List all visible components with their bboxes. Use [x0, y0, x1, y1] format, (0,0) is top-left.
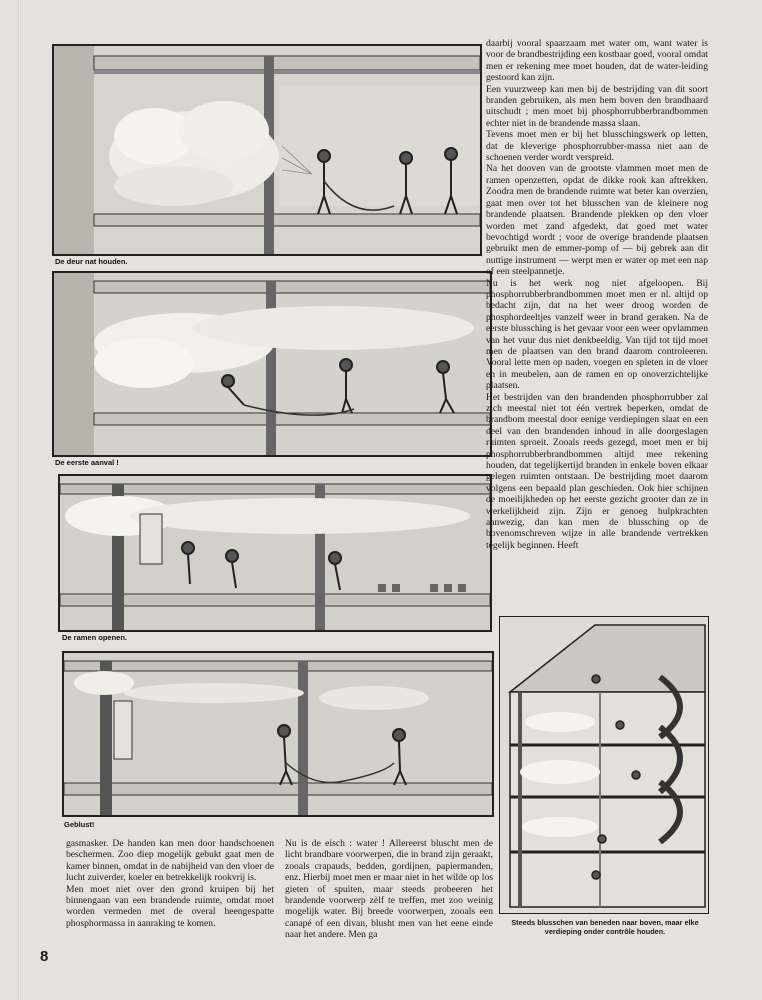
paragraph: Nu is de eisch : water ! Allereerst bluscht men de licht brandbare voorwerpen, die in brand zijn geraakt, zooals crapauds, bedden, gordijnen, papiermanden, enz. Hierbij moet men er maar niet in het wilde op los gieten of spuiten, maar steeds probeeren het brandende voorwerp zèlf te treffen, met zoo weinig mogelijk water. Bij breede voorwerpen, zooals een canapé of een divan, blusht men van het eene einde naar het andere. Men ga	[285, 838, 493, 941]
illustration-panel-first-attack	[52, 271, 492, 457]
bottom-middle-text-column	[285, 838, 493, 941]
paragraph: Tevens moet men er bij het blusschingswerk op letten, dat de kleverige phosphorrubber-massa niet aan de schoenen verder wordt verspreid.	[486, 129, 708, 164]
caption-panel-1: De deur nat houden.	[55, 257, 128, 266]
paragraph: Men moet niet over den grond kruipen bij het binnengaan van een brandende ruimte, omdat moet worden vermeden met de overal heengespatte phosphormassa in aanraking te komen.	[66, 883, 274, 929]
paragraph: Het bestrijden van den brandenden phosphorrubber zal zich meestal niet tot één vertrek beperken, omdat de brandbom meestal door eenige verdiepingen slaat en een deel van den brandenden inhoud in alle doorgeslagen ruimten sproeit. Zooals reeds gezegd, moet men er bij phosphorrubberbrandbommen altijd mee rekening houden, dat tegelijkertijd branden in enkele boven elkaar gelegen ruimten ontstaan. De bestrijding moet daarom volgens een bepaald plan geschieden. Ook hier schijnen de moeilijkheden op het eerste gezicht grooter dan ze in werkelijkheid zijn. Zijn er genoeg hulpkrachten aanwezig, dan kan men de blussching op de bovenomschreven wijze in alle brandende vertrekken tegelijk beginnen. Heeft	[486, 391, 708, 551]
page-number: 8	[40, 948, 49, 965]
paragraph: Na het dooven van de grootste vlammen moet men de ramen openzetten, opdat de dikke rook kan aftrekken. Zoodra men de brandende ruimte wat beter kan overzien, gaat men over tot het blusschen van de kleinere nog brandende plaatsen. Brandende plekken op den vloer worden met zand afgedekt, dat goed met water bevochtigd wordt ; voor de overige brandende plaatsen gebruikt men de emmer-pomp of — bij gebrek aan dit nuttige instrument — werpt men er water op met een nap of een steelpannetje.	[486, 163, 708, 278]
bottom-left-text-column	[66, 838, 274, 929]
illustration-building-section	[499, 616, 709, 914]
illustration-panel-open-windows	[58, 474, 492, 632]
illustration-panel-door	[52, 44, 482, 256]
caption-panel-3: De ramen openen.	[62, 633, 128, 642]
caption-panel-4: Geblust!	[64, 820, 95, 829]
paper-fold	[18, 0, 21, 1000]
paragraph: Nu is het werk nog niet afgeloopen. Bij phosphorrubberbrandbommen moet men er nl. altijd op bedacht zijn, dat na het weer droog worden de phosphordeeltjes vanzelf weer in brand geraken. Na de eerste blussching is het gevaar voor een weer opvlammen van het vuur dus niet denkbeeldig. Van tijd tot tijd moet men de plaatsen van den brand daarom controleeren. Vooral lette men op naden, voegen en spleten in de vloer en in meubelen, aan de ramen en op onoverzichtelijke plaatsen.	[486, 277, 708, 392]
caption-building-diagram: Steeds blusschen van beneden naar boven, maar elke verdieping onder contrôle houden.	[511, 918, 699, 936]
paragraph: gasmasker. De handen kan men door handschoenen beschermen. Zoo diep mogelijk gebukt gaat men de kamer binnen, omdat in de nabijheid van den vloer de lucht zuiverder, koeler en betrekkelijk rookvrij is.	[66, 838, 274, 884]
paragraph: daarbij vooral spaarzaam met water om, want water is voor de brandbestrijding een kostbaar goed, vooral omdat men er rekening mee moet houden, dat de water-leiding gestoord kan zijn.	[486, 38, 708, 84]
right-text-column	[486, 38, 708, 551]
illustration-panel-extinguished	[62, 651, 494, 817]
paragraph: Een vuurzweep kan men bij de bestrijding van dit soort branden gebruiken, als men hem boven den brandhaard uitschudt ; men moet bij phosphorrubberbrandbommen echter niet in de brandende massa slaan.	[486, 83, 708, 129]
caption-panel-2: De eerste aanval !	[55, 458, 119, 467]
